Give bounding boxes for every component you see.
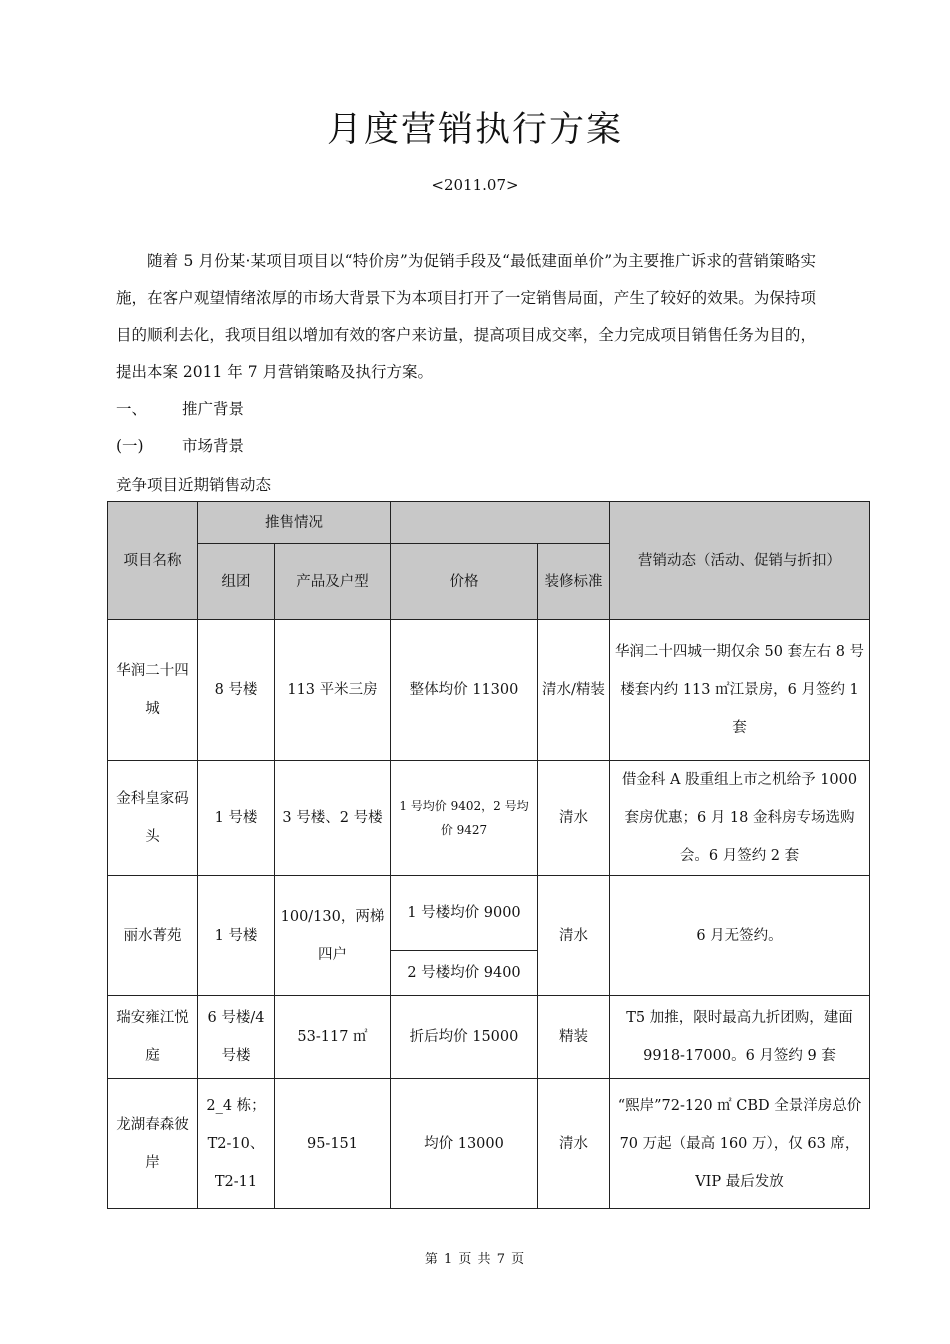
table-row [108,620,870,761]
cell-project-name: 华润二十四城 [108,620,198,761]
header-project-name: 项目名称 [108,502,198,620]
cell-price: 折后均价 15000 [391,996,538,1079]
cell-marketing: “熙岸”72-120 ㎡ CBD 全景洋房总价 70 万起（最高 160 万），仅 63 席，VIP 最后发放 [610,1079,870,1209]
cell-project-name: 丽水菁苑 [108,876,198,996]
section-number: 一、 [116,400,148,418]
cell-decoration: 清水 [538,761,610,876]
cell-price: 均价 13000 [391,1079,538,1209]
cell-price: 2 号楼均价 9400 [391,951,538,996]
cell-product: 3 号楼、2 号楼 [275,761,391,876]
header-price: 价格 [391,544,538,620]
cell-product: 113 平米三房 [275,620,391,761]
cell-group: 8 号楼 [198,620,275,761]
section-heading-1 [116,399,244,419]
cell-project-name: 瑞安雍江悦庭 [108,996,198,1079]
cell-decoration: 清水 [538,1079,610,1209]
intro-paragraph: 随着 5 月份某·某项目项目以“特价房”为促销手段及“最低建面单价”为主要推广诉求的营销策略实施，在客户观望情绪浓厚的市场大背景下为本项目打开了一定销售局面，产生了较好的效果。为保持项目的顺利去化，我项目组以增加有效的客户来访量，提高项目成交率，全力完成项目销售任务为目的，提出本案 2011 年 7 月营销策略及执行方案。 [116,252,816,381]
cell-price: 1 号楼均价 9000 [391,876,538,951]
cell-marketing: 6 月无签约。 [610,876,870,996]
cell-marketing: 借金科 A 股重组上市之机给予 1000 套房优惠；6 月 18 金科房专场选购会。6 月签约 2 套 [610,761,870,876]
cell-decoration: 清水 [538,876,610,996]
section-heading-2 [116,436,244,456]
header-product: 产品及户型 [275,544,391,620]
cell-group: 2_4 栋；T2-10、T2-11 [198,1079,275,1209]
cell-marketing: T5 加推，限时最高九折团购，建面 9918-17000。6 月签约 9 套 [610,996,870,1079]
section-label: 推广背景 [182,400,245,418]
header-marketing: 营销动态（活动、促销与折扣） [610,502,870,620]
header-selling: 推售情况 [198,502,391,544]
header-group: 组团 [198,544,275,620]
table-row [108,761,870,876]
cell-group: 1 号楼 [198,761,275,876]
cell-project-name: 龙湖春森彼岸 [108,1079,198,1209]
table-row [108,1079,870,1209]
section-label: 市场背景 [182,437,245,455]
cell-product: 100/130，两梯四户 [275,876,391,996]
header-blank [391,502,610,544]
cell-marketing: 华润二十四城一期仅余 50 套左右 8 号楼套内约 113 ㎡江景房，6 月签约 1 套 [610,620,870,761]
table-caption: 竞争项目近期销售动态 [116,476,272,494]
cell-group: 1 号楼 [198,876,275,996]
cell-price: 1 号均价 9402，2 号均价 9427 [391,761,538,876]
cell-decoration: 精装 [538,996,610,1079]
cell-product: 53-117 ㎡ [275,996,391,1079]
cell-product: 95-151 [275,1079,391,1209]
header-decoration: 装修标准 [538,544,610,620]
page-footer: 第 1 页 共 7 页 [424,1252,526,1267]
competitor-sales-table [107,501,870,1209]
cell-price: 整体均价 11300 [391,620,538,761]
page-title: 月度营销执行方案 [326,110,623,150]
section-number: (一) [116,437,144,455]
cell-project-name: 金科皇家码头 [108,761,198,876]
table-row [108,996,870,1079]
cell-decoration: 清水/精装 [538,620,610,761]
document-date: <2011.07> [431,176,519,194]
cell-group: 6 号楼/4 号楼 [198,996,275,1079]
table-row [108,876,870,951]
